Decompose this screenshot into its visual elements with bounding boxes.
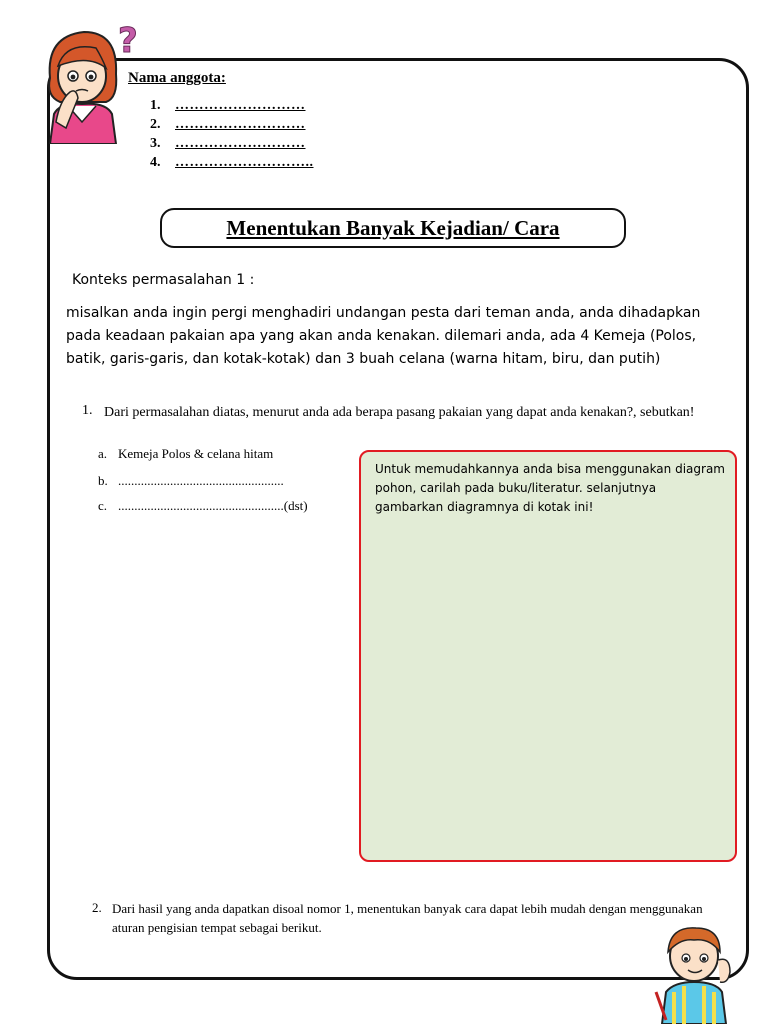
member-line-3[interactable]: 3. ………………………: [150, 136, 306, 151]
member-line-2[interactable]: 2. ………………………: [150, 117, 306, 132]
question-1-number: 1.: [82, 403, 93, 418]
title-box: [160, 208, 626, 248]
member-line-4[interactable]: 4. ………………………..: [150, 155, 314, 170]
member-line-1[interactable]: 1. ………………………: [150, 98, 306, 113]
context-label: Konteks permasalahan 1 :: [72, 272, 255, 288]
thinking-girl-icon: [36, 18, 142, 144]
diagram-answer-box[interactable]: [359, 450, 737, 862]
question-1-text: Dari permasalahan diatas, menurut anda ada berapa pasang pakaian yang dapat anda kenakan?, sebutkan!: [104, 405, 695, 420]
svg-text:?: ?: [118, 21, 138, 61]
nama-anggota-label: Nama anggota:: [128, 70, 226, 86]
member-list: [150, 98, 314, 174]
writing-boy-icon: [650, 920, 740, 1024]
context-paragraph: misalkan anda ingin pergi menghadiri undangan pesta dari teman anda, anda dihadapkan pada keadaan pakaian apa yang akan anda kenakan. dilemari anda, ada 4 Kemeja (Polos, batik, garis-garis, dan kotak-kotak) dan 3 buah celana (warna hitam, biru, dan putih): [66, 305, 701, 367]
page-title: Menentukan Banyak Kejadian/ Cara: [226, 215, 560, 240]
question-2-text: Dari hasil yang anda dapatkan disoal nomor 1, menentukan banyak cara dapat lebih mudah dengan menggunakan aturan pengisian tempat sebagai berikut.: [112, 901, 703, 935]
diagram-hint-text: Untuk memudahkannya anda bisa menggunakan diagram pohon, carilah pada buku/literatur. selanjutnya gambarkan diagramnya di kotak ini!: [375, 462, 725, 514]
question-2-number: 2.: [92, 900, 102, 915]
